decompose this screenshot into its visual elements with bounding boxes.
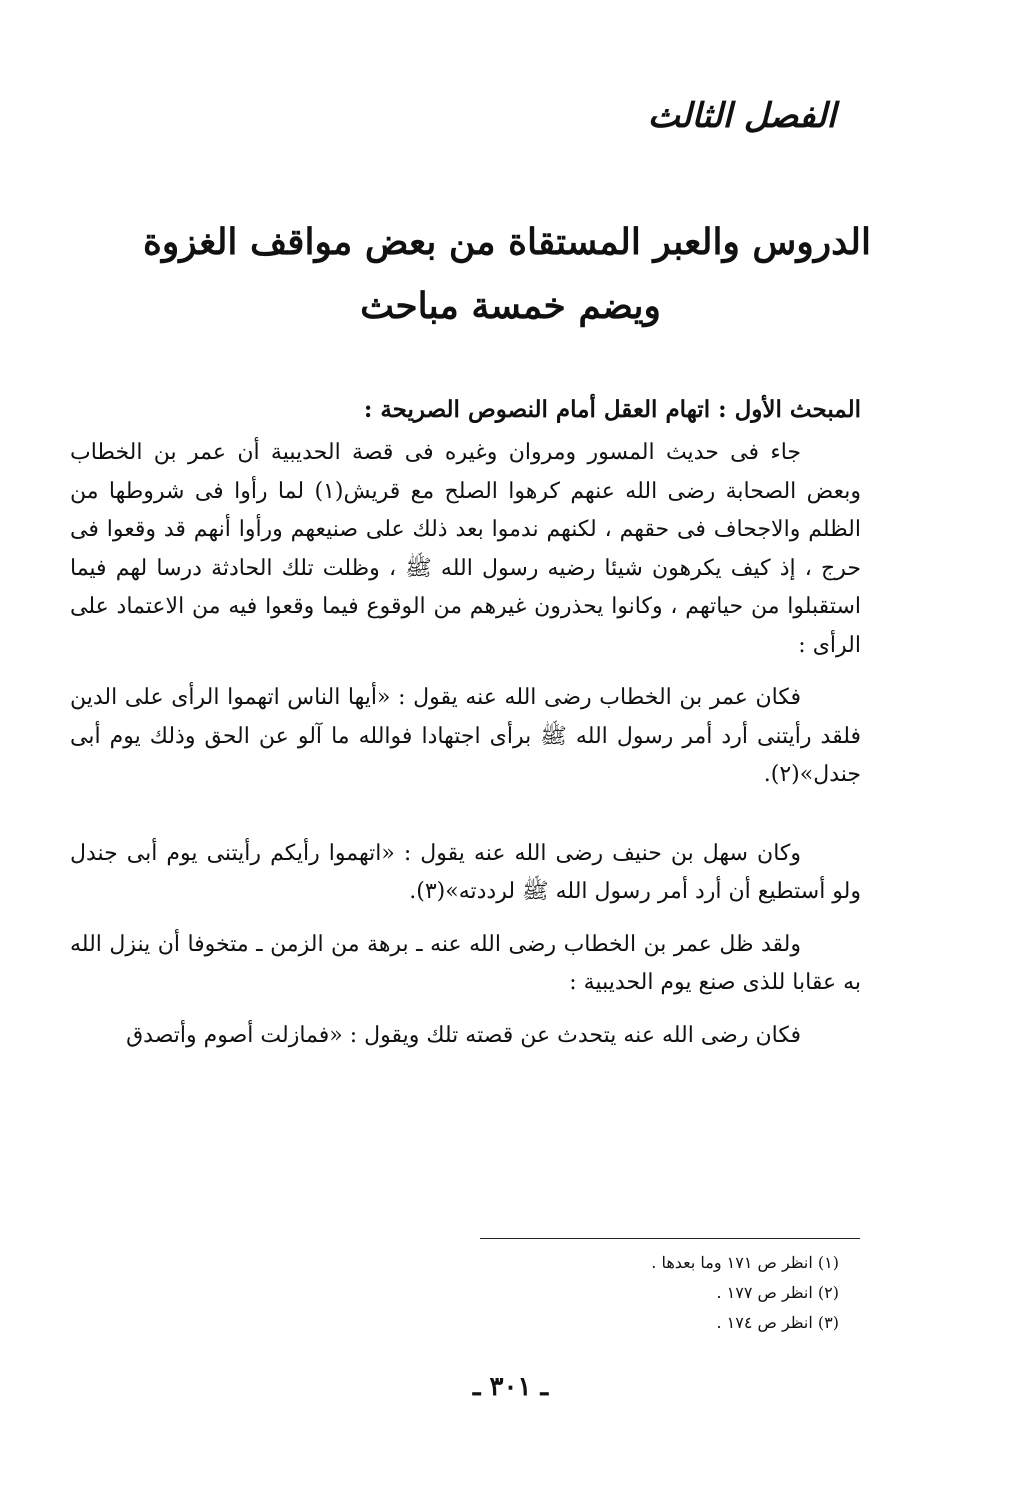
title-line-2: ويضم خمسة مباحث xyxy=(360,285,661,327)
main-text xyxy=(70,390,861,1069)
footnote-3: (٣) انظر ص ١٧٤ . xyxy=(716,1313,839,1332)
footnotes xyxy=(651,1248,839,1338)
paragraph-2: فكان عمر بن الخطاب رضى الله عنه يقول : «أيها الناس اتهموا الرأى على الدين فلقد رأيتنى أرد أمر رسول الله ﷺ برأى اجتهادا فوالله ما آلو عن الحق وذلك يوم أبى جندل»(٢). xyxy=(70,685,861,787)
footnote-divider xyxy=(480,1238,860,1239)
chapter-title: الفصل الثالث xyxy=(647,96,836,136)
footnote-2: (٢) انظر ص ١٧٧ . xyxy=(716,1283,839,1302)
paragraph-4: ولقد ظل عمر بن الخطاب رضى الله عنه ـ برهة من الزمن ـ متخوفا أن ينزل الله به عقابا للذى صنع يوم الحديبية : xyxy=(70,931,861,995)
page-number: ـ ٣٠١ ـ xyxy=(472,1372,549,1402)
paragraph-1: جاء فى حديث المسور ومروان وغيره فى قصة الحديبية أن عمر بن الخطاب وبعض الصحابة رضى الله عنهم كرهوا الصلح مع قريش(١) لما رأوا فى شروطها من الظلم والاجحاف فى حقهم ، لكنهم ندموا بعد ذلك على صنيعهم ورأوا أنهم قد وقعوا فى حرج ، إذ كيف يكرهون شيئا رضيه رسول الله ﷺ ، وظلت تلك الحادثة درسا لهم فيما استقبلوا من حياتهم ، وكانوا يحذرون غيرهم من الوقوع فيما وقعوا فيه من الاعتماد على الرأى : xyxy=(70,440,861,658)
footnote-1: (١) انظر ص ١٧١ وما بعدها . xyxy=(651,1253,839,1272)
paragraph-5: فكان رضى الله عنه يتحدث عن قصته تلك ويقول : «فمازلت أصوم وأتصدق xyxy=(126,1022,801,1048)
page-title xyxy=(142,210,871,338)
paragraph-3: وكان سهل بن حنيف رضى الله عنه يقول : «اتهموا رأيكم رأيتنى يوم أبى جندل ولو أستطيع أن أرد أمر رسول الله ﷺ لرددته»(٣). xyxy=(70,840,861,904)
section-heading: المبحث الأول : اتهام العقل أمام النصوص الصريحة : xyxy=(363,396,861,423)
title-line-1: الدروس والعبر المستقاة من بعض مواقف الغزوة xyxy=(142,221,871,263)
